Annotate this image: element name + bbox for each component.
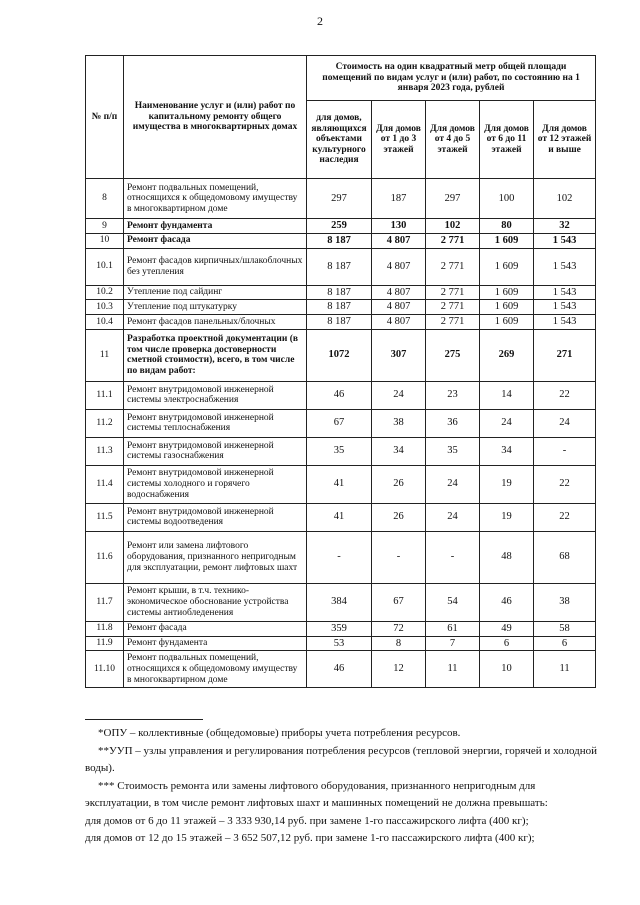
row-value: - [307,531,372,583]
row-name: Разработка проектной документации (в том числе проверка достоверности сметной стоимости), всего, в том числе по видам работ: [124,329,307,381]
table-row [86,233,596,248]
row-value: 10 [480,651,534,688]
table-row [86,465,596,503]
row-number: 11.6 [86,531,124,583]
row-value: 384 [307,583,372,621]
row-number: 11.4 [86,465,124,503]
row-value: 19 [480,503,534,531]
header-col-4-5: Для домов от 4 до 5 этажей [426,101,480,179]
row-number: 8 [86,179,124,219]
row-value: 1 543 [534,300,596,315]
row-value: 24 [372,381,426,409]
row-value: 100 [480,179,534,219]
row-number: 10.2 [86,285,124,300]
row-number: 11.2 [86,409,124,437]
header-cost-group: Стоимость на один квадратный метр общей площади помещений по видам услуг и (или) работ, по состоянию на 1 января 2023 года, рублей [307,56,596,101]
row-value: 49 [480,621,534,636]
row-value: 68 [534,531,596,583]
row-number: 11.9 [86,636,124,651]
row-value: 1072 [307,329,372,381]
row-value: 46 [480,583,534,621]
row-name: Ремонт подвальных помещений, относящихся к общедомовому имуществу в многоквартирном доме [124,651,307,688]
row-name: Ремонт или замена лифтового оборудования, признанного непригодным для эксплуатации, ремонт лифтовых шахт [124,531,307,583]
row-value: 53 [307,636,372,651]
row-value: 259 [307,219,372,234]
row-name: Ремонт фасада [124,233,307,248]
header-col-12-plus: Для домов от 12 этажей и выше [534,101,596,179]
row-name: Утепление под штукатурку [124,300,307,315]
table-row [86,179,596,219]
row-name: Ремонт фасада [124,621,307,636]
table-row [86,329,596,381]
row-value: 22 [534,465,596,503]
row-value: 67 [372,583,426,621]
table-row [86,636,596,651]
row-value: 24 [426,503,480,531]
row-value: 8 187 [307,300,372,315]
table-body [86,179,596,688]
footnote-lift-6-11: для домов от 6 до 11 этажей – 3 333 930,14 руб. при замене 1-го пассажирского лифта (400 кг); [85,814,529,827]
row-value: 11 [426,651,480,688]
row-value: 1 543 [534,233,596,248]
row-value: 11 [534,651,596,688]
footnote-rule [85,719,203,720]
row-name: Ремонт внутридомовой инженерной системы теплоснабжения [124,409,307,437]
table-row [86,583,596,621]
table-row [86,381,596,409]
row-value: 307 [372,329,426,381]
row-value: 4 807 [372,300,426,315]
row-value: 7 [426,636,480,651]
row-value: 32 [534,219,596,234]
row-value: 54 [426,583,480,621]
row-value: 130 [372,219,426,234]
row-value: 8 187 [307,315,372,330]
row-value: 46 [307,381,372,409]
row-value: 8 [372,636,426,651]
row-value: 6 [534,636,596,651]
header-name: Наименование услуг и (или) работ по капитальному ремонту общего имущества в многоквартирных домах [124,56,307,179]
row-name: Ремонт внутридомовой инженерной системы водоотведения [124,503,307,531]
page-number: 2 [317,14,323,28]
table-row [86,651,596,688]
row-value: 46 [307,651,372,688]
row-value: 187 [372,179,426,219]
row-number: 11.3 [86,437,124,465]
row-value: 38 [372,409,426,437]
table-row [86,531,596,583]
row-value: 359 [307,621,372,636]
row-value: 67 [307,409,372,437]
cost-table [85,55,596,688]
row-value: 271 [534,329,596,381]
footnote-lift: *** Стоимость ремонта или замены лифтового оборудования, признанного непригодным для эксплуатации, в том числе ремонт лифтовых шахт и машинных помещений не должна превышать: [85,779,548,809]
row-value: 26 [372,503,426,531]
row-name: Ремонт внутридомовой инженерной системы холодного и горячего водоснабжения [124,465,307,503]
row-value: 80 [480,219,534,234]
row-value: 61 [426,621,480,636]
row-number: 11.8 [86,621,124,636]
table-row [86,285,596,300]
header-num: № п/п [86,56,124,179]
footnote-uup: **УУП – узлы управления и регулирования потребления ресурсов (тепловой энергии, горячей и холодной воды). [85,744,597,774]
row-value: 1 543 [534,285,596,300]
row-value: - [372,531,426,583]
header-col-1-3: Для домов от 1 до 3 этажей [372,101,426,179]
row-value: 24 [426,465,480,503]
table-row [86,300,596,315]
row-name: Ремонт внутридомовой инженерной системы электроснабжения [124,381,307,409]
header-col-heritage: для домов, являющихся объектами культурного наследия [307,101,372,179]
row-number: 9 [86,219,124,234]
row-number: 11.1 [86,381,124,409]
table-row [86,437,596,465]
row-number: 10.3 [86,300,124,315]
row-name: Ремонт фасадов панельных/блочных [124,315,307,330]
row-value: 24 [480,409,534,437]
row-value: 34 [480,437,534,465]
table-row [86,503,596,531]
header-row-1 [86,56,596,101]
row-value: 1 609 [480,233,534,248]
row-value: 41 [307,465,372,503]
row-value: 38 [534,583,596,621]
row-value: 24 [534,409,596,437]
row-value: 22 [534,381,596,409]
row-value: 297 [307,179,372,219]
footnotes [85,725,600,848]
row-number: 10.1 [86,248,124,285]
row-name: Ремонт фасадов кирпичных/шлакоблочных без утепления [124,248,307,285]
row-name: Ремонт подвальных помещений, относящихся к общедомовому имуществу в многоквартирном доме [124,179,307,219]
row-name: Утепление под сайдинг [124,285,307,300]
row-value: 1 609 [480,248,534,285]
row-value: 2 771 [426,285,480,300]
row-value: 2 771 [426,300,480,315]
row-value: 8 187 [307,233,372,248]
row-name: Ремонт внутридомовой инженерной системы газоснабжения [124,437,307,465]
row-value: 6 [480,636,534,651]
row-number: 10 [86,233,124,248]
row-value: - [426,531,480,583]
row-value: 41 [307,503,372,531]
row-number: 10.4 [86,315,124,330]
row-value: 1 543 [534,248,596,285]
row-value: 35 [307,437,372,465]
row-value: 23 [426,381,480,409]
row-value: 4 807 [372,233,426,248]
row-value: 36 [426,409,480,437]
row-value: 8 187 [307,248,372,285]
row-value: 4 807 [372,285,426,300]
row-value: 1 543 [534,315,596,330]
row-value: 34 [372,437,426,465]
row-value: 22 [534,503,596,531]
row-value: - [534,437,596,465]
row-value: 2 771 [426,315,480,330]
row-value: 4 807 [372,248,426,285]
row-value: 2 771 [426,233,480,248]
table-row [86,621,596,636]
row-number: 11.10 [86,651,124,688]
table-row [86,248,596,285]
row-value: 26 [372,465,426,503]
row-value: 297 [426,179,480,219]
row-value: 72 [372,621,426,636]
row-number: 11 [86,329,124,381]
row-value: 1 609 [480,315,534,330]
row-number: 11.7 [86,583,124,621]
row-value: 35 [426,437,480,465]
row-value: 48 [480,531,534,583]
row-value: 14 [480,381,534,409]
row-value: 102 [534,179,596,219]
row-value: 102 [426,219,480,234]
row-value: 19 [480,465,534,503]
footnote-lift-12-15: для домов от 12 до 15 этажей – 3 652 507,12 руб. при замене 1-го пассажирского лифта (400 кг); [85,832,535,844]
row-value: 2 771 [426,248,480,285]
table-row [86,315,596,330]
row-value: 269 [480,329,534,381]
row-value: 1 609 [480,285,534,300]
row-value: 1 609 [480,300,534,315]
row-name: Ремонт крыши, в т.ч. технико-экономическое обоснование устройства системы антиобледенения [124,583,307,621]
row-name: Ремонт фундамента [124,636,307,651]
row-value: 4 807 [372,315,426,330]
row-value: 8 187 [307,285,372,300]
table-row [86,409,596,437]
table-row [86,219,596,234]
row-value: 12 [372,651,426,688]
row-number: 11.5 [86,503,124,531]
row-value: 275 [426,329,480,381]
row-value: 58 [534,621,596,636]
footnote-opu: *ОПУ – коллективные (общедомовые) приборы учета потребления ресурсов. [98,727,461,739]
header-col-6-11: Для домов от 6 до 11 этажей [480,101,534,179]
row-name: Ремонт фундамента [124,219,307,234]
